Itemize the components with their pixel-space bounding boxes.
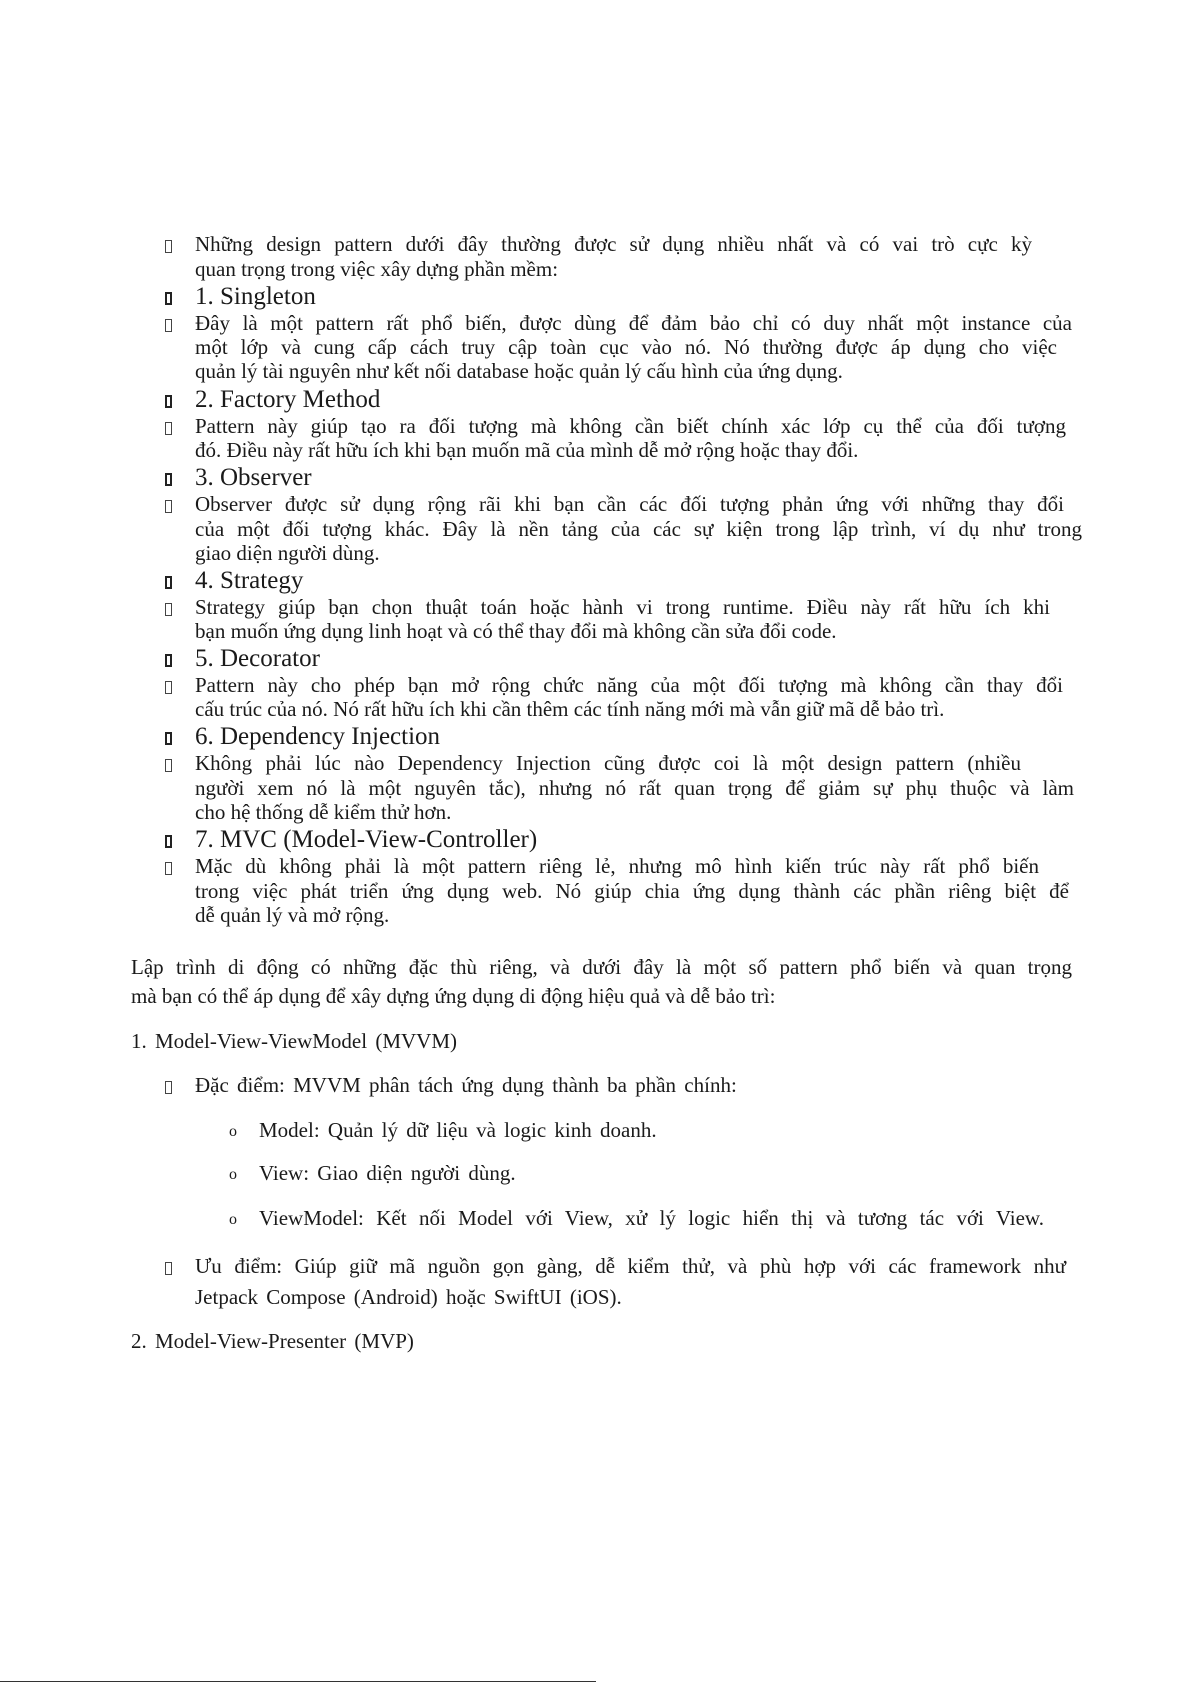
bullet-icon — [165, 395, 172, 408]
bullet-icon — [165, 681, 172, 694]
bullet-icon — [165, 1262, 172, 1275]
pattern-line: người xem nó là một nguyên tắc), nhưng nó rất quan trọng để giảm sự phụ thuộc và làm — [195, 776, 1074, 800]
mvvm-heading: 1. Model-View-ViewModel (MVVM) — [131, 1029, 458, 1053]
bullet-icon — [165, 422, 172, 435]
pattern-title: 6. Dependency Injection — [195, 723, 441, 750]
pattern-line: dễ quản lý và mở rộng. — [195, 903, 390, 927]
pattern-line: Pattern này giúp tạo ra đối tượng mà không cần biết chính xác lớp cụ thể của đối tượng — [195, 414, 1066, 438]
pattern-line: cho hệ thống dễ kiểm thử hơn. — [195, 800, 452, 824]
pattern-line: quản lý tài nguyên như kết nối database hoặc quản lý cấu hình của ứng dụng. — [195, 359, 843, 383]
bullet-icon — [165, 473, 172, 486]
pattern-line: của một đối tượng khác. Đây là nền tảng của các sự kiện trong lập trình, ví dụ như trong — [195, 517, 1082, 541]
mvvm-part: ViewModel: Kết nối Model với View, xử lý logic hiển thị và tương tác với View. — [259, 1206, 1044, 1230]
bullet-icon — [165, 862, 172, 875]
sub-bullet-icon: o — [229, 1123, 237, 1140]
mvvm-advantage-line: Jetpack Compose (Android) hoặc SwiftUI (iOS). — [195, 1285, 622, 1309]
pattern-title: 7. MVC (Model-View-Controller) — [195, 826, 538, 853]
pattern-line: đó. Điều này rất hữu ích khi bạn muốn mã của mình dễ mở rộng hoặc thay đổi. — [195, 438, 859, 462]
bullet-icon — [165, 500, 172, 513]
bullet-icon — [165, 603, 172, 616]
mvvm-part: Model: Quản lý dữ liệu và logic kinh doanh. — [259, 1118, 657, 1142]
bullet-icon — [165, 576, 172, 589]
pattern-line: Đây là một pattern rất phổ biến, được dùng để đảm bảo chỉ có duy nhất một instance của — [195, 311, 1072, 335]
bullet-icon — [165, 292, 172, 305]
intro-line: quan trọng trong việc xây dựng phần mềm: — [195, 257, 559, 281]
mvvm-part: View: Giao diện người dùng. — [259, 1161, 516, 1185]
pattern-line: giao diện người dùng. — [195, 541, 380, 565]
pattern-line: Mặc dù không phải là một pattern riêng lẻ, nhưng mô hình kiến trúc này rất phổ biến — [195, 854, 1039, 878]
sub-bullet-icon: o — [229, 1166, 237, 1183]
pattern-line: một lớp và cung cấp cách truy cập toàn cục vào nó. Nó thường được áp dụng cho việc — [195, 335, 1057, 359]
pattern-line: bạn muốn ứng dụng linh hoạt và có thể thay đổi mà không cần sửa đổi code. — [195, 619, 837, 643]
pattern-title: 4. Strategy — [195, 567, 304, 594]
pattern-line: Không phải lúc nào Dependency Injection cũng được coi là một design pattern (nhiều — [195, 751, 1021, 775]
pattern-line: Strategy giúp bạn chọn thuật toán hoặc hành vi trong runtime. Điều này rất hữu ích khi — [195, 595, 1050, 619]
bullet-icon — [165, 654, 172, 667]
mobile-intro-line: Lập trình di động có những đặc thù riêng, và dưới đây là một số pattern phổ biến và quan trọng — [131, 955, 1072, 979]
mobile-intro-line: mà bạn có thể áp dụng để xây dựng ứng dụng di động hiệu quả và dễ bảo trì: — [131, 984, 776, 1008]
bullet-icon — [165, 759, 172, 772]
pattern-title: 2. Factory Method — [195, 386, 381, 413]
bullet-icon — [165, 835, 172, 848]
pattern-line: trong việc phát triển ứng dụng web. Nó giúp chia ứng dụng thành các phần riêng biệt để — [195, 879, 1069, 903]
mvvm-feature: Đặc điểm: MVVM phân tách ứng dụng thành ba phần chính: — [195, 1073, 737, 1097]
pattern-line: Pattern này cho phép bạn mở rộng chức năng của một đối tượng mà không cần thay đổi — [195, 673, 1063, 697]
bullet-icon — [165, 240, 172, 253]
bullet-icon — [165, 319, 172, 332]
intro-line: Những design pattern dưới đây thường được sử dụng nhiều nhất và có vai trò cực kỳ — [195, 232, 1032, 256]
sub-bullet-icon: o — [229, 1211, 237, 1228]
bullet-icon — [165, 1081, 172, 1094]
footer-rule — [0, 1681, 596, 1682]
pattern-line: Observer được sử dụng rộng rãi khi bạn cần các đối tượng phản ứng với những thay đổi — [195, 492, 1064, 516]
pattern-title: 3. Observer — [195, 464, 312, 491]
bullet-icon — [165, 732, 172, 745]
mvvm-advantage-line: Ưu điểm: Giúp giữ mã nguồn gọn gàng, dễ kiểm thử, và phù hợp với các framework như — [195, 1254, 1066, 1278]
mvp-heading: 2. Model-View-Presenter (MVP) — [131, 1329, 414, 1353]
pattern-title: 5. Decorator — [195, 645, 320, 672]
pattern-title: 1. Singleton — [195, 283, 316, 310]
pattern-line: cấu trúc của nó. Nó rất hữu ích khi cần thêm các tính năng mới mà vẫn giữ mã dễ bảo trì. — [195, 697, 945, 721]
